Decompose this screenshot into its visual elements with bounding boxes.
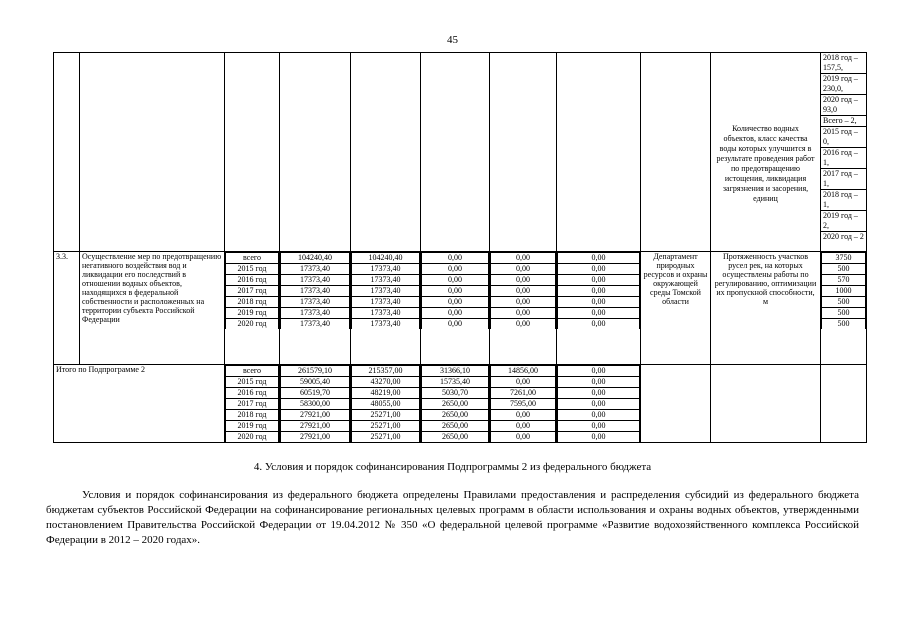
- table-cell: 0,00: [558, 399, 640, 410]
- table-row-total: [54, 365, 867, 443]
- table-cell: 2650,00: [422, 399, 489, 410]
- table-cell: 25271,00: [352, 432, 420, 443]
- table-cell: 48055,00: [352, 399, 420, 410]
- table-cell: 0,00: [422, 253, 489, 264]
- table-cell: 2650,00: [422, 410, 489, 421]
- table-cell: 0,00: [422, 275, 489, 286]
- table-cell: 60519,70: [281, 388, 350, 399]
- table-cell: 0,00: [491, 377, 556, 388]
- table-cell: 17373,40: [352, 286, 420, 297]
- table-cell: 0,00: [558, 297, 640, 308]
- table-cell: 1000: [822, 286, 866, 297]
- table-cell: 0,00: [422, 264, 489, 275]
- table-cell: 0,00: [491, 410, 556, 421]
- table-cell: 0,00: [558, 377, 640, 388]
- table-cell: 27921,00: [281, 432, 350, 443]
- table-cell: 0,00: [491, 264, 556, 275]
- table-cell: 14856,00: [491, 366, 556, 377]
- table-cell: 0,00: [491, 253, 556, 264]
- table-cell: 0,00: [558, 275, 640, 286]
- table-cell: всего: [226, 366, 279, 377]
- table-cell: 104240,40: [281, 253, 350, 264]
- table-cell: 0,00: [491, 319, 556, 330]
- table-cell: 25271,00: [352, 421, 420, 432]
- budget-table-container: [53, 52, 866, 442]
- table-cell: 0,00: [558, 410, 640, 421]
- target-value: 2017 год – 1,: [821, 169, 866, 190]
- target-value: 2016 год – 1,: [821, 148, 866, 169]
- table-cell: 27921,00: [281, 421, 350, 432]
- table-cell: 0,00: [558, 388, 640, 399]
- table-cell: 2650,00: [422, 421, 489, 432]
- table-cell: 500: [822, 319, 866, 330]
- target-value: 2018 год – 1,: [821, 190, 866, 211]
- table-cell: 2016 год: [226, 275, 279, 286]
- target-value: Всего – 2,: [821, 116, 866, 127]
- target-value: 2019 год – 2,: [821, 211, 866, 232]
- table-cell: 17373,40: [281, 286, 350, 297]
- table-cell: 27921,00: [281, 410, 350, 421]
- table-cell: 17373,40: [352, 275, 420, 286]
- table-cell: 17373,40: [352, 308, 420, 319]
- target-value: 2020 год – 93,0: [821, 95, 866, 116]
- table-cell: 215357,00: [352, 366, 420, 377]
- table-cell: 0,00: [558, 319, 640, 330]
- table-cell: 17373,40: [281, 308, 350, 319]
- table-cell: 17373,40: [281, 264, 350, 275]
- table-cell: 570: [822, 275, 866, 286]
- table-cell: 0,00: [422, 319, 489, 330]
- table-cell: 2019 год: [226, 308, 279, 319]
- table-cell: 7261,00: [491, 388, 556, 399]
- section-heading: 4. Условия и порядок софинансирования Подпрограммы 2 из федерального бюджета: [253, 461, 652, 473]
- page-number: 45: [447, 34, 458, 46]
- table-cell: 2018 год: [226, 297, 279, 308]
- table-cell: 43270,00: [352, 377, 420, 388]
- table-cell: 2020 год: [226, 319, 279, 330]
- table-cell: 2016 год: [226, 388, 279, 399]
- table-cell: 0,00: [491, 297, 556, 308]
- table-cell: 17373,40: [281, 297, 350, 308]
- table-cell: 2650,00: [422, 432, 489, 443]
- table-cell: 48219,00: [352, 388, 420, 399]
- table-cell: 500: [822, 297, 866, 308]
- table-row-3-3: [54, 252, 867, 365]
- table-cell: 2015 год: [226, 264, 279, 275]
- measure-name: Осуществление мер по предотвращению негативного воздействия вод и ликвидации его последствий в отношении водных объектов, находящихся в федеральной собственности и расположенных на территории субъекта Российской Федерации: [80, 252, 225, 365]
- table-cell: 500: [822, 264, 866, 275]
- table-cell: 25271,00: [352, 410, 420, 421]
- target-values-list: [821, 53, 866, 242]
- executor: Департамент природных ресурсов и охраны окружающей среды Томской области: [641, 252, 711, 365]
- table-cell: 2015 год: [226, 377, 279, 388]
- target-value: 2019 год – 230,0,: [821, 74, 866, 95]
- table-cell: 7595,00: [491, 399, 556, 410]
- table-cell: 15735,40: [422, 377, 489, 388]
- table-cell: 3750: [822, 253, 866, 264]
- table-cell: 0,00: [422, 286, 489, 297]
- table-cell: всего: [226, 253, 279, 264]
- table-row-continuation: [54, 53, 867, 252]
- table-cell: 2020 год: [226, 432, 279, 443]
- table-cell: 0,00: [491, 421, 556, 432]
- table-cell: 31366,10: [422, 366, 489, 377]
- table-cell: 0,00: [558, 432, 640, 443]
- table-cell: 17373,40: [352, 297, 420, 308]
- table-cell: 0,00: [491, 432, 556, 443]
- table-cell: 2019 год: [226, 421, 279, 432]
- table-cell: 0,00: [422, 297, 489, 308]
- table-cell: 500: [822, 308, 866, 319]
- table-cell: 5030,70: [422, 388, 489, 399]
- indicator-name: Протяженность участков русел рек, на которых осуществлены работы по регулированию, оптимизации их пропускной способности, м: [711, 252, 821, 365]
- table-cell: 2018 год: [226, 410, 279, 421]
- body-paragraph: Условия и порядок софинансирования из федерального бюджета определены Правилами предоставления и распределения субсидий из федерального бюджета бюджетам субъектов Российской Федерации на софинансирование региональных целевых программ в области использования и охраны водных объектов, утвержденными постановлением Правительства Российской Федерации от 19.04.2012 № 350 «О федеральной целевой программе «Развитие водохозяйственного комплекса Российской Федерации в 2012 – 2020 годах».: [46, 489, 859, 546]
- water-objects-indicator: Количество водных объектов, класс качества воды которых улучшится в результате проведения работ по предотвращению истощения, ликвидация загрязнения и засорения, единиц: [716, 124, 815, 203]
- table-cell: 17373,40: [281, 275, 350, 286]
- table-cell: 17373,40: [281, 319, 350, 330]
- table-cell: 59005,40: [281, 377, 350, 388]
- table-cell: 0,00: [491, 286, 556, 297]
- table-cell: 104240,40: [352, 253, 420, 264]
- table-cell: 17373,40: [352, 264, 420, 275]
- table-cell: 0,00: [491, 308, 556, 319]
- table-cell: 17373,40: [352, 319, 420, 330]
- table-cell: 0,00: [491, 275, 556, 286]
- table-cell: 0,00: [558, 366, 640, 377]
- target-value: 2015 год – 0,: [821, 127, 866, 148]
- row-number: 3.3.: [54, 252, 80, 365]
- table-cell: 2017 год: [226, 286, 279, 297]
- table-cell: 0,00: [558, 253, 640, 264]
- table-cell: 0,00: [558, 286, 640, 297]
- table-cell: 2017 год: [226, 399, 279, 410]
- table-cell: 0,00: [558, 264, 640, 275]
- table-cell: 0,00: [558, 421, 640, 432]
- table-cell: 58300,00: [281, 399, 350, 410]
- budget-table: [53, 52, 867, 443]
- table-cell: 0,00: [558, 308, 640, 319]
- table-cell: 261579,10: [281, 366, 350, 377]
- table-cell: 0,00: [422, 308, 489, 319]
- target-value: 2018 год – 157,5,: [821, 53, 866, 74]
- total-label: Итого по Подпрограмме 2: [54, 365, 225, 443]
- target-value: 2020 год – 2: [823, 232, 864, 241]
